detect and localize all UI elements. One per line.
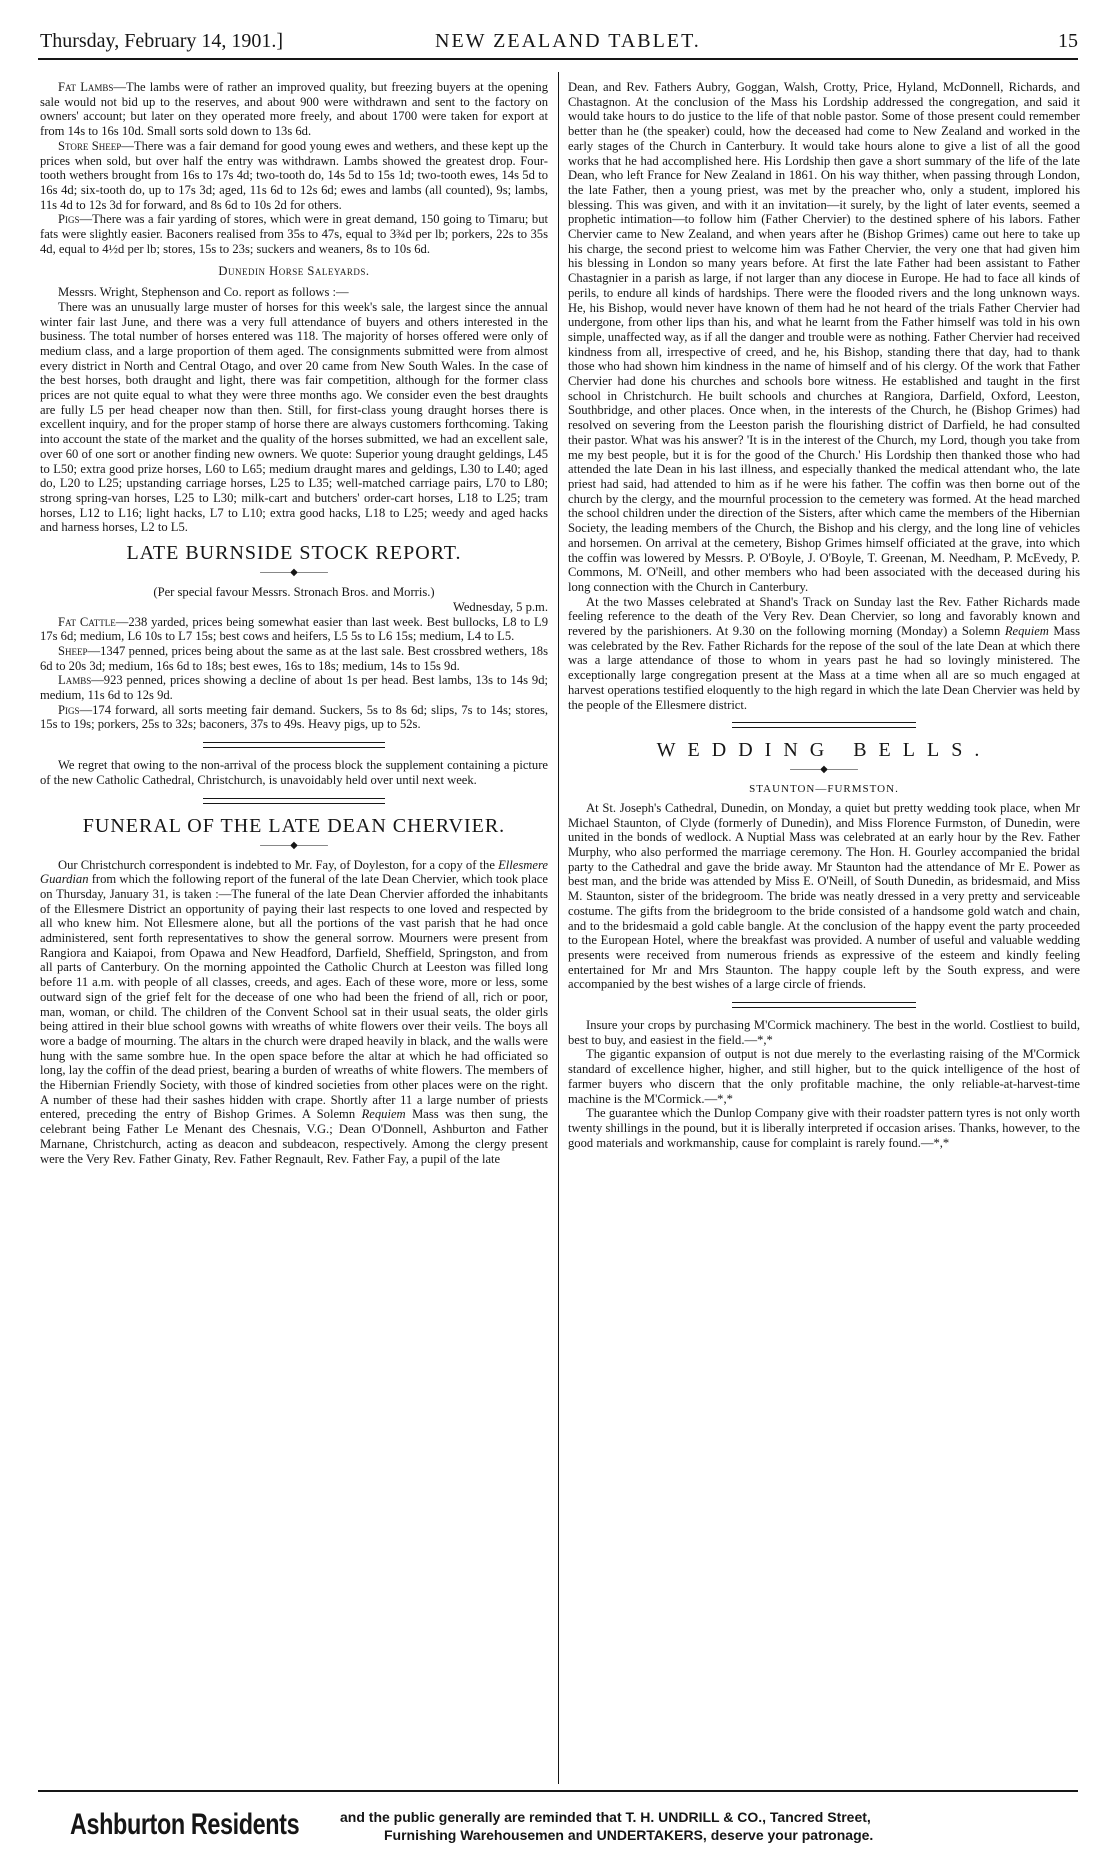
fat-lambs-label: Fat Lambs bbox=[58, 80, 114, 94]
funeral-text-c: Mass was then sung, the celebrant being Father Le Menant des Chesnais, V.G.; Dean O'Donnell, Ashburton and Father Marnane, Christchurch, acting as deacon and subdeacon, respectively. Among the clergy present were the Very Rev. Father Ginaty, Rev. Father Regnault, Rev. Father Fay, a pupil of the late bbox=[40, 1107, 548, 1166]
shand-text-b: Mass was celebrated by the Rev. Father Richards for the repose of the soul of the late Dean at which there was a large attendance of those to whom in years past he had so lovingly ministered. The exceptionally large congregation present at the Mass at a time when all are so much engaged at harvest operations testified eloquently to the high regard in which the late Dean Chervier was held by the people of the Ellesmere district. bbox=[568, 624, 1080, 712]
shand-requiem: Requiem bbox=[1004, 624, 1049, 639]
pigs2-text: —174 forward, all sorts meeting fair demand. Suckers, 5s to 8s 6d; slips, 7s to 14s; stores, 15s to 19s; porkers, 25s to 32s; baconers, 37s to 49s. Heavy pigs, up to 52s. bbox=[40, 702, 548, 732]
advert-text bbox=[340, 1808, 1060, 1844]
funeral-continued: Dean, and Rev. Fathers Aubry, Goggan, Walsh, Crotty, Price, Hyland, McDonnell, Richards, and Chastagnon. At the conclusion of the Mass his Lordship addressed the congregation, and said it would take hours to do justice to the life of that noble pastor. Some of those present could remember better than he (the speaker) could, how the deceased had come to New Zealand and worked in the early stages of the Church in Canterbury. It would take hours alone to give a list of all the good works that he had accomplished here. His Lordship then gave a short summary of the life of the late Dean, who left France for New Zealand in 1861. On his way thither, when passing through London, the late Father, then a young priest, was met by the preacher who, only a student, implored his blessing. This was given, and with it an invitation—it surely, by the light of later events, seemed a prophetic intimation—to follow him (Father Chervier) to the destined sphere of his labors. Father Chervier came to New Zealand, and when years after he (Bishop Grimes) came out here to take up his charge, the second priest to welcome him was Father Chervier, the very one that had given him his blessing in London so many years before. At first the late Father had been assistant to Father Chastagnier in a parish as large, if not larger than any diocese in Europe. He had to face all kinds of perils, to endure all kinds of hardships. There were the flooded rivers and the long unknown ways. He, his Bishop, would never have known of them had he not heard of the trials Father Chervier had undergone, from other lips than his, and what he learnt from the Father himself was told in his own simple, unaffected way, as if all the danger and trouble were as nothing. Father Chervier had received kindness from all, irrespective of creed, and he, his Bishop, standing there that day, had to thank those who had shown him kindness in the name of himself and of his clergy. Of the work that Father Chervier had done his churches and schools bore witness. He established and taught in the first school in Christchurch. He built schools and churches at Rangiora, Darfield, Oxford, Leeston, Southbridge, and other places. Once when, in the interests of the Church, he (Bishop Grimes) had resolved on severing from the Leeston parish the flourishing district of Darfield, he had consulted their pastor. What was his answer? 'It is in the interest of the Church, my Lord, though you take from me my best people, but it is for the good of the Church.' His Lordship then thanked those who had attended the late Dean in his last illness, and especially thanked the medical attendant who, the late priest had said, had attended to him as if he were his father. The coffin was then borne out of the church by the clergy, and the mournful procession to the cemetery was formed. At the head marched the school children under the direction of the Sisters, after which came the members of the Hibernian Society, the leading members of the Church, the Bishop and his clergy, and the long line of vehicles and horsemen. On arrival at the cemetery, Bishop Grimes himself officiated at the grave, into which the coffin was lowered by Messrs. P. O'Boyle, J. O'Boyle, T. Greenan, M. Needham, P. McEvedy, P. Commons, M. O'Neill, and other members who had been associated with the deceased during his long connection with the Church in Canterbury. bbox=[568, 80, 1080, 594]
mccormick-ad-1: Insure your crops by purchasing M'Cormick machinery. The best in the world. Costliest to build, best to buy, and easiest in the field.—*,* bbox=[568, 1018, 1080, 1047]
pigs-text: —There was a fair yarding of stores, which were in great demand, 150 going to Timaru; but fats were slightly easier. Baconers realised from 35s to 47s, equal to 3¾d per lb; porkers, 22s to 35s 4d, equal to 4½d per lb; stores, 15s to 23s; suckers and weaners, 8s to 10s 6d. bbox=[40, 212, 548, 256]
double-rule bbox=[732, 722, 916, 728]
store-sheep-label: Store Sheep bbox=[58, 138, 122, 153]
funeral-requiem: Requiem bbox=[361, 1107, 406, 1122]
sheep-paragraph bbox=[40, 644, 548, 673]
diamond-ornament: ———◆——— bbox=[260, 567, 328, 579]
dunedin-heading: Dunedin Horse Saleyards. bbox=[218, 264, 370, 279]
page-number: 15 bbox=[1058, 30, 1078, 52]
wedding-subheading: STAUNTON—FURMSTON. bbox=[749, 783, 899, 796]
right-column bbox=[568, 80, 1080, 1785]
lambs-paragraph bbox=[40, 673, 548, 702]
funeral-paper-name: Ellesmere Guardian bbox=[40, 857, 548, 887]
double-rule bbox=[203, 798, 386, 804]
burnside-favour: (Per special favour Messrs. Stronach Bros. and Morris.) bbox=[153, 585, 435, 600]
fat-cattle-paragraph bbox=[40, 615, 548, 644]
sheep-label: Sheep bbox=[58, 643, 88, 658]
pigs2-label: Pigs bbox=[58, 702, 80, 717]
double-rule bbox=[732, 1002, 916, 1008]
dunedin-text: There was an unusually large muster of horses for this week's sale, the largest since the annual winter fair last June, and there was a very full attendance of buyers and others interested in the business. The total number of horses entered was 118. The majority of horses offered were only of medium class, and a large proportion of them aged. The consignments submitted were from almost every district in North and Central Otago, and over 20 came from New South Wales. In the case of the best horses, both draught and light, there was fair competition, although for the former class prices are not quite equal to what they were three months ago. We consider even the best draughts are fully L5 per head cheaper now than then. Still, for first-class young draught horses there is excellent inquiry, and for the proper stamp of horse there are always customers forthcoming. Taking into account the state of the market and the quality of the horses submitted, we had an excellent sale, over 60 of one sort or another finding new owners. We quote: Superior young draught geldings, L45 to L50; extra good prize horses, L60 to L65; medium draught mares and geldings, L30 to L40; aged do, L20 to L25; upstanding carriage horses, L25 to L35; well-matched carriage pairs, L70 to L80; strong spring-van horses, L25 to L30; milk-cart and butchers' order-cart horses, L18 to L25; tram horses, L12 to L16; light hacks, L7 to L10; extra good hacks, L18 to L25; weedy and aged hacks and harness horses, L2 to L5. bbox=[40, 299, 548, 535]
header-date: Thursday, February 14, 1901.] bbox=[40, 30, 284, 52]
mccormick-ad-2: The gigantic expansion of output is not due merely to the everlasting raising of the M'Cormick standard of excellence higher, higher, and still higher, but to the quick intelligence of the host of farmer buyers who discern that the only profitable machine, the only reliable-at-harvest-time machine is the M'Cormick.—*,* bbox=[568, 1047, 1080, 1106]
diamond-ornament: ———◆——— bbox=[260, 839, 328, 851]
left-column bbox=[40, 80, 548, 1785]
store-sheep-text: —There was a fair demand for good young ewes and wethers, and these kept up the prices when sold, but over half the entry was withdrawn. Lambs showed the greatest drop. Four-tooth wethers brought from 16s to 17s 4d; two-tooth do, 14s 5d to 15s 1d; two-tooth ewes, 14s 5d to 16s 4d; six-tooth do, up to 17s 3d; aged, 11s 6d to 12s 6d; ewes and lambs (all counted), 9s; lambs, 11s 4d to 12s 3d for forward, and 8s 6d to 10s 2d for others. bbox=[40, 138, 548, 212]
burnside-heading: LATE BURNSIDE STOCK REPORT. bbox=[126, 542, 462, 565]
pigs-label: Pigs bbox=[58, 212, 80, 227]
wedding-heading: WEDDING BELLS. bbox=[656, 739, 992, 762]
dunedin-intro: Messrs. Wright, Stephenson and Co. report as follows :— bbox=[58, 285, 349, 300]
funeral-paragraph bbox=[40, 858, 548, 1167]
double-rule bbox=[203, 742, 386, 748]
store-sheep-paragraph bbox=[40, 139, 548, 213]
advert-line-1: and the public generally are reminded that T. H. UNDRILL & CO., Tancred Street, bbox=[340, 1809, 871, 1825]
wedding-text: At St. Joseph's Cathedral, Dunedin, on Monday, a quiet but pretty wedding took place, when Mr Michael Staunton, of Clyde (formerly of Dunedin), and Miss Florence Furmston, of Dunedin, were united in the bonds of wedlock. A Nuptial Mass was celebrated at an early hour by the Rev. Father Murphy, who also performed the marriage ceremony. The Hon. H. Gourley accompanied the bridal party to the Cathedral and gave the bride away. Mr Staunton had the attendance of Mr E. Power as best man, and the bride was attended by Miss E. O'Neill, of South Dunedin, as bridesmaid, and Miss M. Staunton, sister of the bridegroom. The bride was neatly dressed in a very pretty and serviceable costume. The gifts from the bridegroom to the bride consisted of a handsome gold watch and chain, and to the bridesmaid a gold cable bangle. At the conclusion of the happy event the party proceeded to the European Hotel, where the breakfast was provided. A number of useful and valuable wedding presents were received from numerous friends as expressive of the esteem and kindly feeling entertained for Mr and Mrs Staunton. The happy couple left by the South express, and were accompanied by the best wishes of a large circle of friends. bbox=[568, 800, 1080, 992]
burnside-date: Wednesday, 5 p.m. bbox=[452, 599, 548, 614]
advert-rule bbox=[38, 1790, 1078, 1792]
dunlop-ad: The guarantee which the Dunlop Company give with their roadster pattern tyres is not only worth twenty shillings in the pound, but it is liberally interpreted if occasion arises. Thanks, however, to the good materials and workmanship, cause for complaint is rarely found.—*,* bbox=[568, 1106, 1080, 1150]
fat-lambs-paragraph bbox=[40, 80, 548, 139]
fat-cattle-label: Fat Cattle bbox=[58, 614, 116, 629]
sheep-text: —1347 penned, prices being about the same as at the last sale. Best crossbred wethers, 18s 6d to 20s 3d; medium, 16s 6d to 18s; best ewes, 16s to 18s; medium, 14s to 15s 9d. bbox=[40, 643, 548, 673]
column-divider bbox=[558, 72, 559, 1784]
pigs-paragraph bbox=[40, 212, 548, 256]
header-title: NEW ZEALAND TABLET. bbox=[435, 30, 701, 52]
funeral-text-b: from which the following report of the funeral of the late Dean Chervier, which took place on Thursday, January 31, is taken :—The funeral of the late Dean Chervier afforded the inhabitants of the Ellesmere District an opportunity of paying their last respects to one loved and respected by all who knew him. Not Ellesmere alone, but all the portions of the vast parish that he had once administered, sent forth representatives to show the general sorrow. Mourners were present from Rangiora and Kaiapoi, from Opawa and New Headford, Darfield, Sheffield, Springston, and from all parts of Canterbury. On the morning appointed the Catholic Church at Leeston was filled long before 11 a.m. with people of all classes, creeds, and ages. Each of these wore, more or less, some outward sign of the grief felt for the decease of one who had been the friend of all, rich or poor, man, woman, or child. The children of the Convent School sat in their usual seats, the older girls being attired in their blue school gowns with wreaths of white flowers over their veils. The boys all wore a badge of mourning. The altars in the church were draped heavily in black, and the walls were hung with the same sombre hue. In the open space before the altar at which he had officiated so long, lay the coffin of the dead priest, bearing a burden of wreaths of white flowers. The members of the Hibernian Friendly Society, with those of kindred societies from other places were on the right. A number of these had their sashes hidden with crape. Shortly after 11 a large number of priests entered, preceding the entry of Bishop Grimes. A Solemn bbox=[40, 872, 548, 1122]
lambs-text: —923 penned, prices showing a decline of about 1s per head. Best lambs, 13s to 14s 9d; medium, 11s 6d to 12s 9d. bbox=[40, 673, 548, 703]
diamond-ornament: ———◆——— bbox=[790, 764, 858, 776]
advert-line-2: Furnishing Warehousemen and UNDERTAKERS, deserve your patronage. bbox=[384, 1827, 874, 1843]
regret-notice: We regret that owing to the non-arrival of the process block the supplement containing a picture of the new Catholic Cathedral, Christchurch, is unavoidably held over until next week. bbox=[40, 758, 548, 787]
advert-headline: Ashburton Residents bbox=[70, 1808, 300, 1841]
pigs2-paragraph bbox=[40, 703, 548, 732]
fat-cattle-text: —238 yarded, prices being somewhat easier than last week. Best bullocks, L8 to L9 17s 6d; medium, L6 10s to L7 15s; best cows and heifers, L5 5s to L6 15s; medium, L4 to L5. bbox=[40, 614, 548, 644]
funeral-heading: FUNERAL OF THE LATE DEAN CHERVIER. bbox=[82, 814, 506, 837]
shand-text-a: At the two Masses celebrated at Shand's Track on Sunday last the Rev. Father Richards made feeling reference to the death of the Very Rev. Dean Chervier, so long and favorably known and revered by the parishioners. At 9.30 on the following morning (Monday) a Solemn bbox=[568, 594, 1080, 639]
lambs-label: Lambs bbox=[58, 673, 92, 688]
header-rule bbox=[38, 58, 1078, 60]
fat-lambs-text: —The lambs were of rather an improved quality, but freezing buyers at the opening sale would not bid up to the reserves, and about 900 were withdrawn and sent to the factory on owners' account; but later on they operated more freely, and about 1700 were taken for export at from 14s to 16s 10d. Small sorts sold down to 13s 6d. bbox=[40, 80, 548, 139]
funeral-text-a: Our Christchurch correspondent is indebted to Mr. Fay, of Doyleston, for a copy of the bbox=[58, 857, 499, 872]
shand-paragraph bbox=[568, 595, 1080, 713]
